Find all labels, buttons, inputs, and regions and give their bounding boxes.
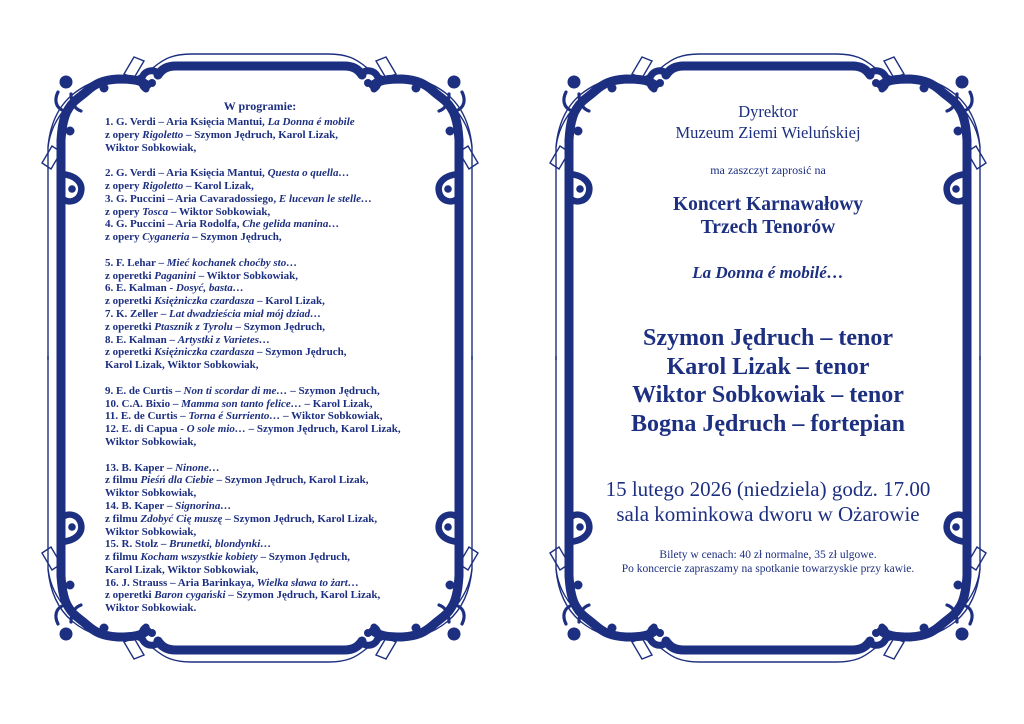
program-line: z opery Cyganeria – Szymon Jędruch, (105, 231, 282, 244)
program-line: z operetki Baron cygański – Szymon Jędruch, Karol Lizak, (105, 589, 381, 602)
event-motto: La Donna é mobilé… (692, 263, 844, 282)
program-line: z operetki Paganini – Wiktor Sobkowiak, (105, 269, 298, 282)
program-line: Wiktor Sobkowiak, (105, 487, 197, 500)
program-line: z filmu Zdobyć Cię muszę – Szymon Jędruch, Karol Lizak, (105, 512, 378, 525)
performer-line: Szymon Jędruch – tenor (643, 325, 893, 351)
program-line: 12. E. di Capua - O sole mio… – Szymon Jędruch, Karol Lizak, (105, 423, 401, 436)
program-line: Karol Lizak, Wiktor Sobkowiak, (105, 563, 259, 576)
program-line: Wiktor Sobkowiak, (105, 435, 197, 448)
program-line: z opery Rigoletto – Karol Lizak, (105, 179, 254, 192)
program-page (40, 28, 480, 688)
program-line: z opery Rigoletto – Szymon Jędruch, Karol Lizak, (105, 128, 338, 141)
program-gap (105, 154, 441, 167)
organizer-name: Muzeum Ziemi Wieluńskiej (675, 123, 861, 142)
program-line: Wiktor Sobkowiak. (105, 602, 197, 615)
performer-line: Bogna Jędruch – fortepian (630, 410, 905, 437)
program-line: 6. E. Kalman - Dosyć, basta… (105, 282, 244, 295)
invitation-phrase: ma zaszczyt zaprosić na (710, 163, 826, 177)
event-venue: sala kominkowa dworu w Ożarowie (616, 502, 920, 526)
program-line: z operetki Księżniczka czardasza – Karol Lizak, (105, 295, 325, 308)
program-gap (105, 244, 441, 257)
program-line: 14. B. Kaper – Signorina… (105, 499, 232, 512)
program-line: 9. E. de Curtis – Non ti scordar di me… – Szymon Jędruch, (105, 384, 380, 397)
program-line: z filmu Kocham wszystkie kobiety – Szymon Jędruch, (105, 551, 351, 564)
program-heading: W programie: (223, 99, 297, 113)
organizer (548, 101, 988, 143)
date-venue (548, 477, 988, 527)
program-line: 5. F. Lehar – Mieć kochanek choćby sto… (105, 256, 298, 269)
invitation-page (548, 28, 988, 688)
program-line: z filmu Pieśń dla Ciebie – Szymon Jędruch, Karol Lizak, (105, 474, 369, 487)
ticket-info (548, 548, 988, 576)
ticket-prices: Bilety w cenach: 40 zł normalne, 35 zł ulgowe. (659, 549, 877, 561)
program-line: Wiktor Sobkowiak, (105, 141, 197, 154)
program-line: 3. G. Puccini – Aria Cavaradossiego, E lucevan le stelle… (105, 192, 373, 205)
program-line: 4. G. Puccini – Aria Rodolfa, Che gelida manina… (105, 218, 340, 231)
program-line: 1. G. Verdi – Aria Księcia Mantui, La Donna é mobile (105, 116, 355, 128)
performer-line: Wiktor Sobkowiak – tenor (632, 382, 904, 408)
program-gap (105, 372, 441, 385)
performers-list (548, 324, 988, 438)
performer-line: Karol Lizak – tenor (666, 353, 870, 380)
after-concert-note: Po koncercie zapraszamy na spotkanie towarzyskie przy kawie. (621, 563, 915, 575)
program-line: z opery Tosca – Wiktor Sobkowiak, (105, 205, 271, 218)
event-title (548, 193, 988, 239)
program-list (105, 116, 441, 615)
program-line: 2. G. Verdi – Aria Księcia Mantui, Questa o quella… (105, 167, 350, 180)
organizer-title: Dyrektor (738, 102, 798, 121)
event-title-line1: Koncert Karnawałowy (672, 194, 864, 215)
program-line: 7. K. Zeller – Lat dwadzieścia miał mój dziad… (105, 307, 322, 320)
program-line: z operetki Księżniczka czardasza – Szymon Jędruch, (105, 346, 347, 359)
program-line: 13. B. Kaper – Ninone… (105, 461, 220, 474)
program-line: 11. E. de Curtis – Torna é Surriento… – Wiktor Sobkowiak, (105, 410, 383, 423)
program-line: 16. J. Strauss – Aria Barinkaya, Wielka sława to żart… (105, 576, 359, 589)
program-line: 10. C.A. Bixio – Mamma son tanto felice… – Karol Lizak, (105, 397, 373, 410)
program-line: 8. E. Kalman – Artystki z Varietes… (105, 333, 271, 346)
program-line: z operetki Ptasznik z Tyrolu – Szymon Jędruch, (105, 320, 326, 333)
event-title-line2: Trzech Tenorów (700, 217, 836, 238)
program-line: 15. R. Stolz – Brunetki, blondynki… (105, 538, 272, 551)
program-gap (105, 449, 441, 462)
program-line: Wiktor Sobkowiak, (105, 525, 197, 538)
event-date: 15 lutego 2026 (niedziela) godz. 17.00 (605, 477, 931, 501)
program-line: Karol Lizak, Wiktor Sobkowiak, (105, 359, 259, 372)
